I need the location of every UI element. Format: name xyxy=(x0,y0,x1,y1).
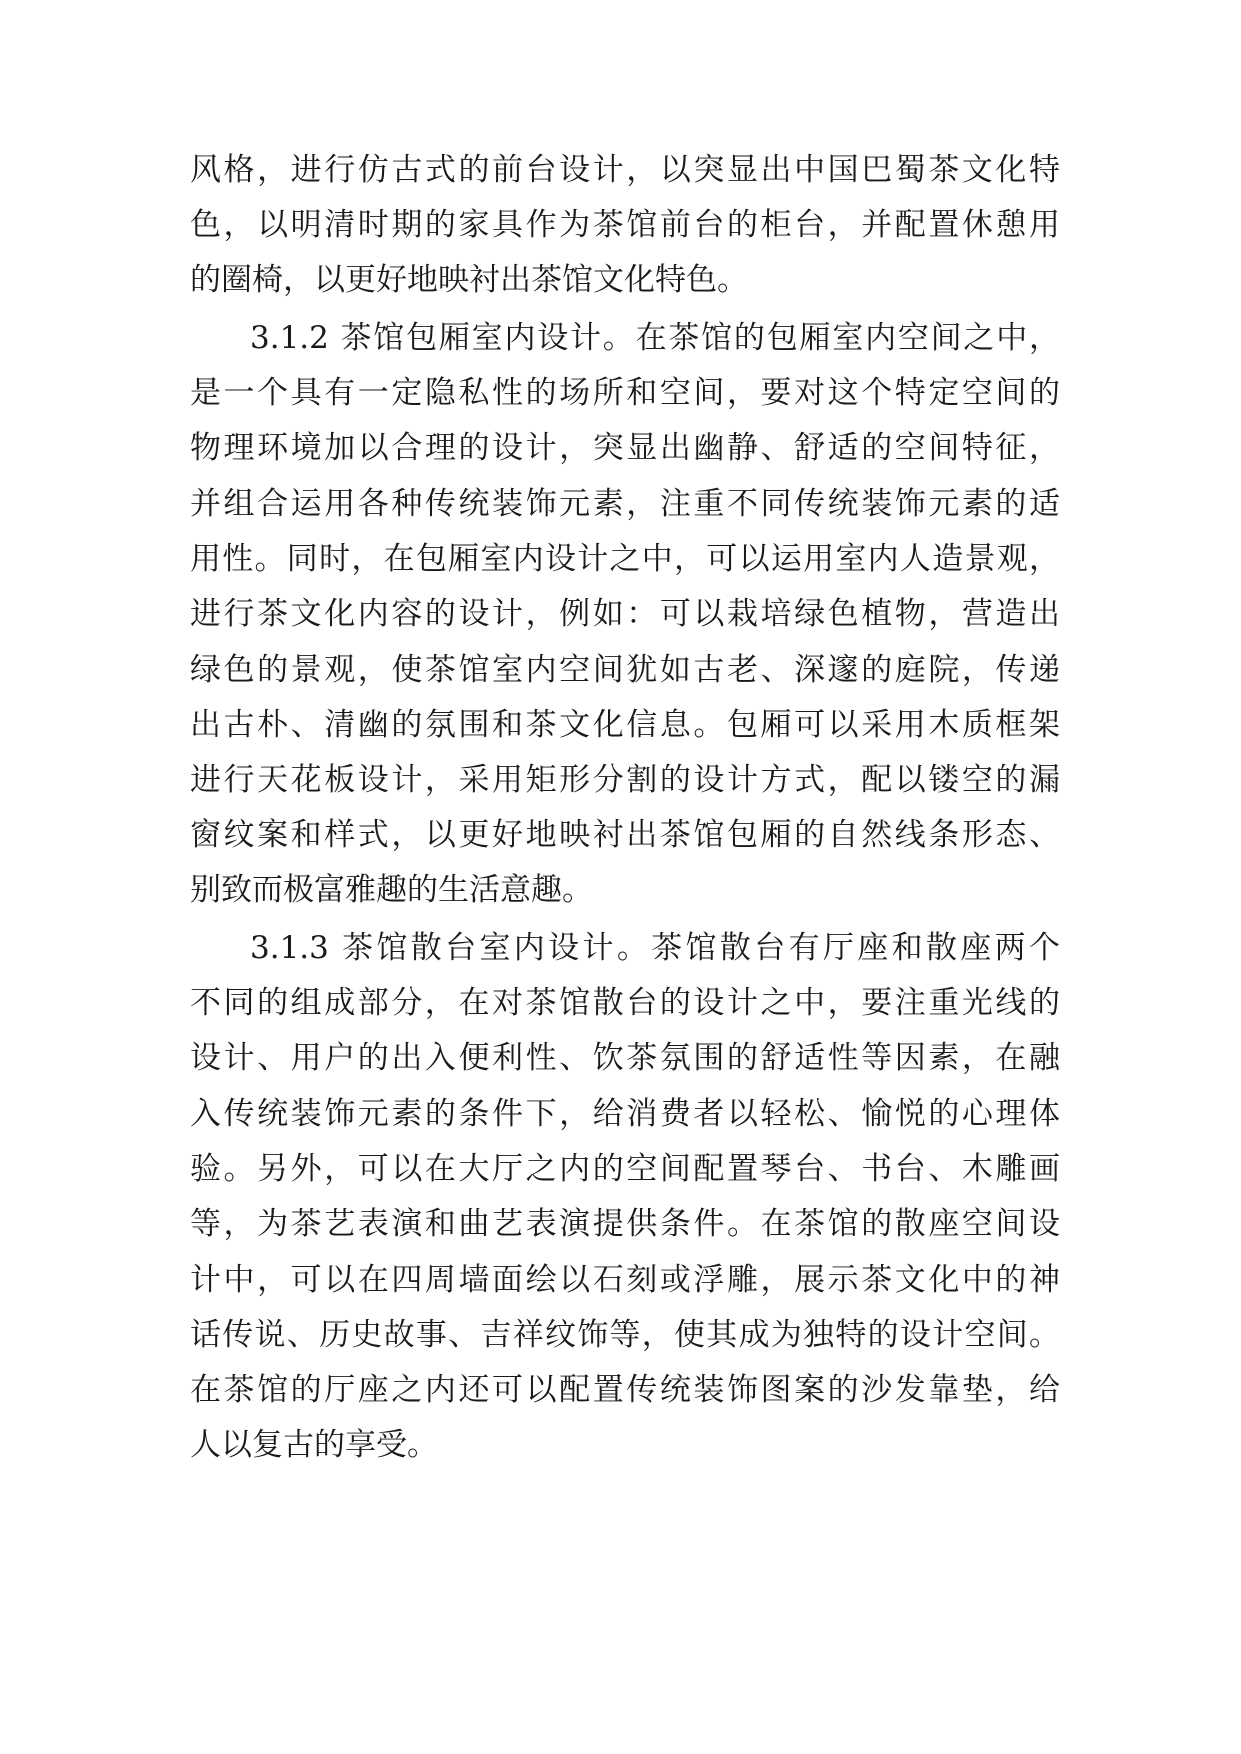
text-line: 入传统装饰元素的条件下，给消费者以轻松、愉悦的心理体 xyxy=(190,1096,1060,1132)
text-line: 在茶馆的厅座之内还可以配置传统装饰图案的沙发靠垫，给 xyxy=(190,1372,1060,1408)
text-line: 进行茶文化内容的设计，例如：可以栽培绿色植物，营造出 xyxy=(190,596,1060,632)
text-line: 风格，进行仿古式的前台设计，以突显出中国巴蜀茶文化特 xyxy=(190,152,1060,188)
text-line: 并组合运用各种传统装饰元素，注重不同传统装饰元素的适 xyxy=(190,486,1060,522)
text-line: 进行天花板设计，采用矩形分割的设计方式，配以镂空的漏 xyxy=(190,762,1060,798)
text-line: 设计、用户的出入便利性、饮茶氛围的舒适性等因素，在融 xyxy=(190,1040,1060,1076)
text-line: 物理环境加以合理的设计，突显出幽静、舒适的空间特征， xyxy=(190,430,1060,466)
text-line: 窗纹案和样式，以更好地映衬出茶馆包厢的自然线条形态、 xyxy=(190,817,1060,853)
text-line: 验。另外，可以在大厅之内的空间配置琴台、书台、木雕画 xyxy=(190,1151,1060,1187)
paragraph-start-3-1-3: 3.1.3 茶馆散台室内设计。茶馆散台有厅座和散座两个 xyxy=(250,930,1060,966)
text-line: 绿色的景观，使茶馆室内空间犹如古老、深邃的庭院，传递 xyxy=(190,652,1060,688)
text-line: 色，以明清时期的家具作为茶馆前台的柜台，并配置休憩用 xyxy=(190,207,1060,243)
text-line: 等，为茶艺表演和曲艺表演提供条件。在茶馆的散座空间设 xyxy=(190,1206,1060,1242)
text-line: 别致而极富雅趣的生活意趣。 xyxy=(190,872,593,908)
text-line: 是一个具有一定隐私性的场所和空间，要对这个特定空间的 xyxy=(190,375,1060,411)
text-line: 的圈椅，以更好地映衬出茶馆文化特色。 xyxy=(190,262,748,298)
text-line: 不同的组成部分，在对茶馆散台的设计之中，要注重光线的 xyxy=(190,985,1060,1021)
text-line: 用性。同时，在包厢室内设计之中，可以运用室内人造景观， xyxy=(190,541,1060,577)
paragraph-start-3-1-2: 3.1.2 茶馆包厢室内设计。在茶馆的包厢室内空间之中， xyxy=(250,320,1060,356)
text-line: 计中，可以在四周墙面绘以石刻或浮雕，展示茶文化中的神 xyxy=(190,1262,1060,1298)
text-line: 话传说、历史故事、吉祥纹饰等，使其成为独特的设计空间。 xyxy=(190,1317,1060,1353)
text-line: 人以复古的享受。 xyxy=(190,1427,438,1463)
text-line: 出古朴、清幽的氛围和茶文化信息。包厢可以采用木质框架 xyxy=(190,707,1060,743)
